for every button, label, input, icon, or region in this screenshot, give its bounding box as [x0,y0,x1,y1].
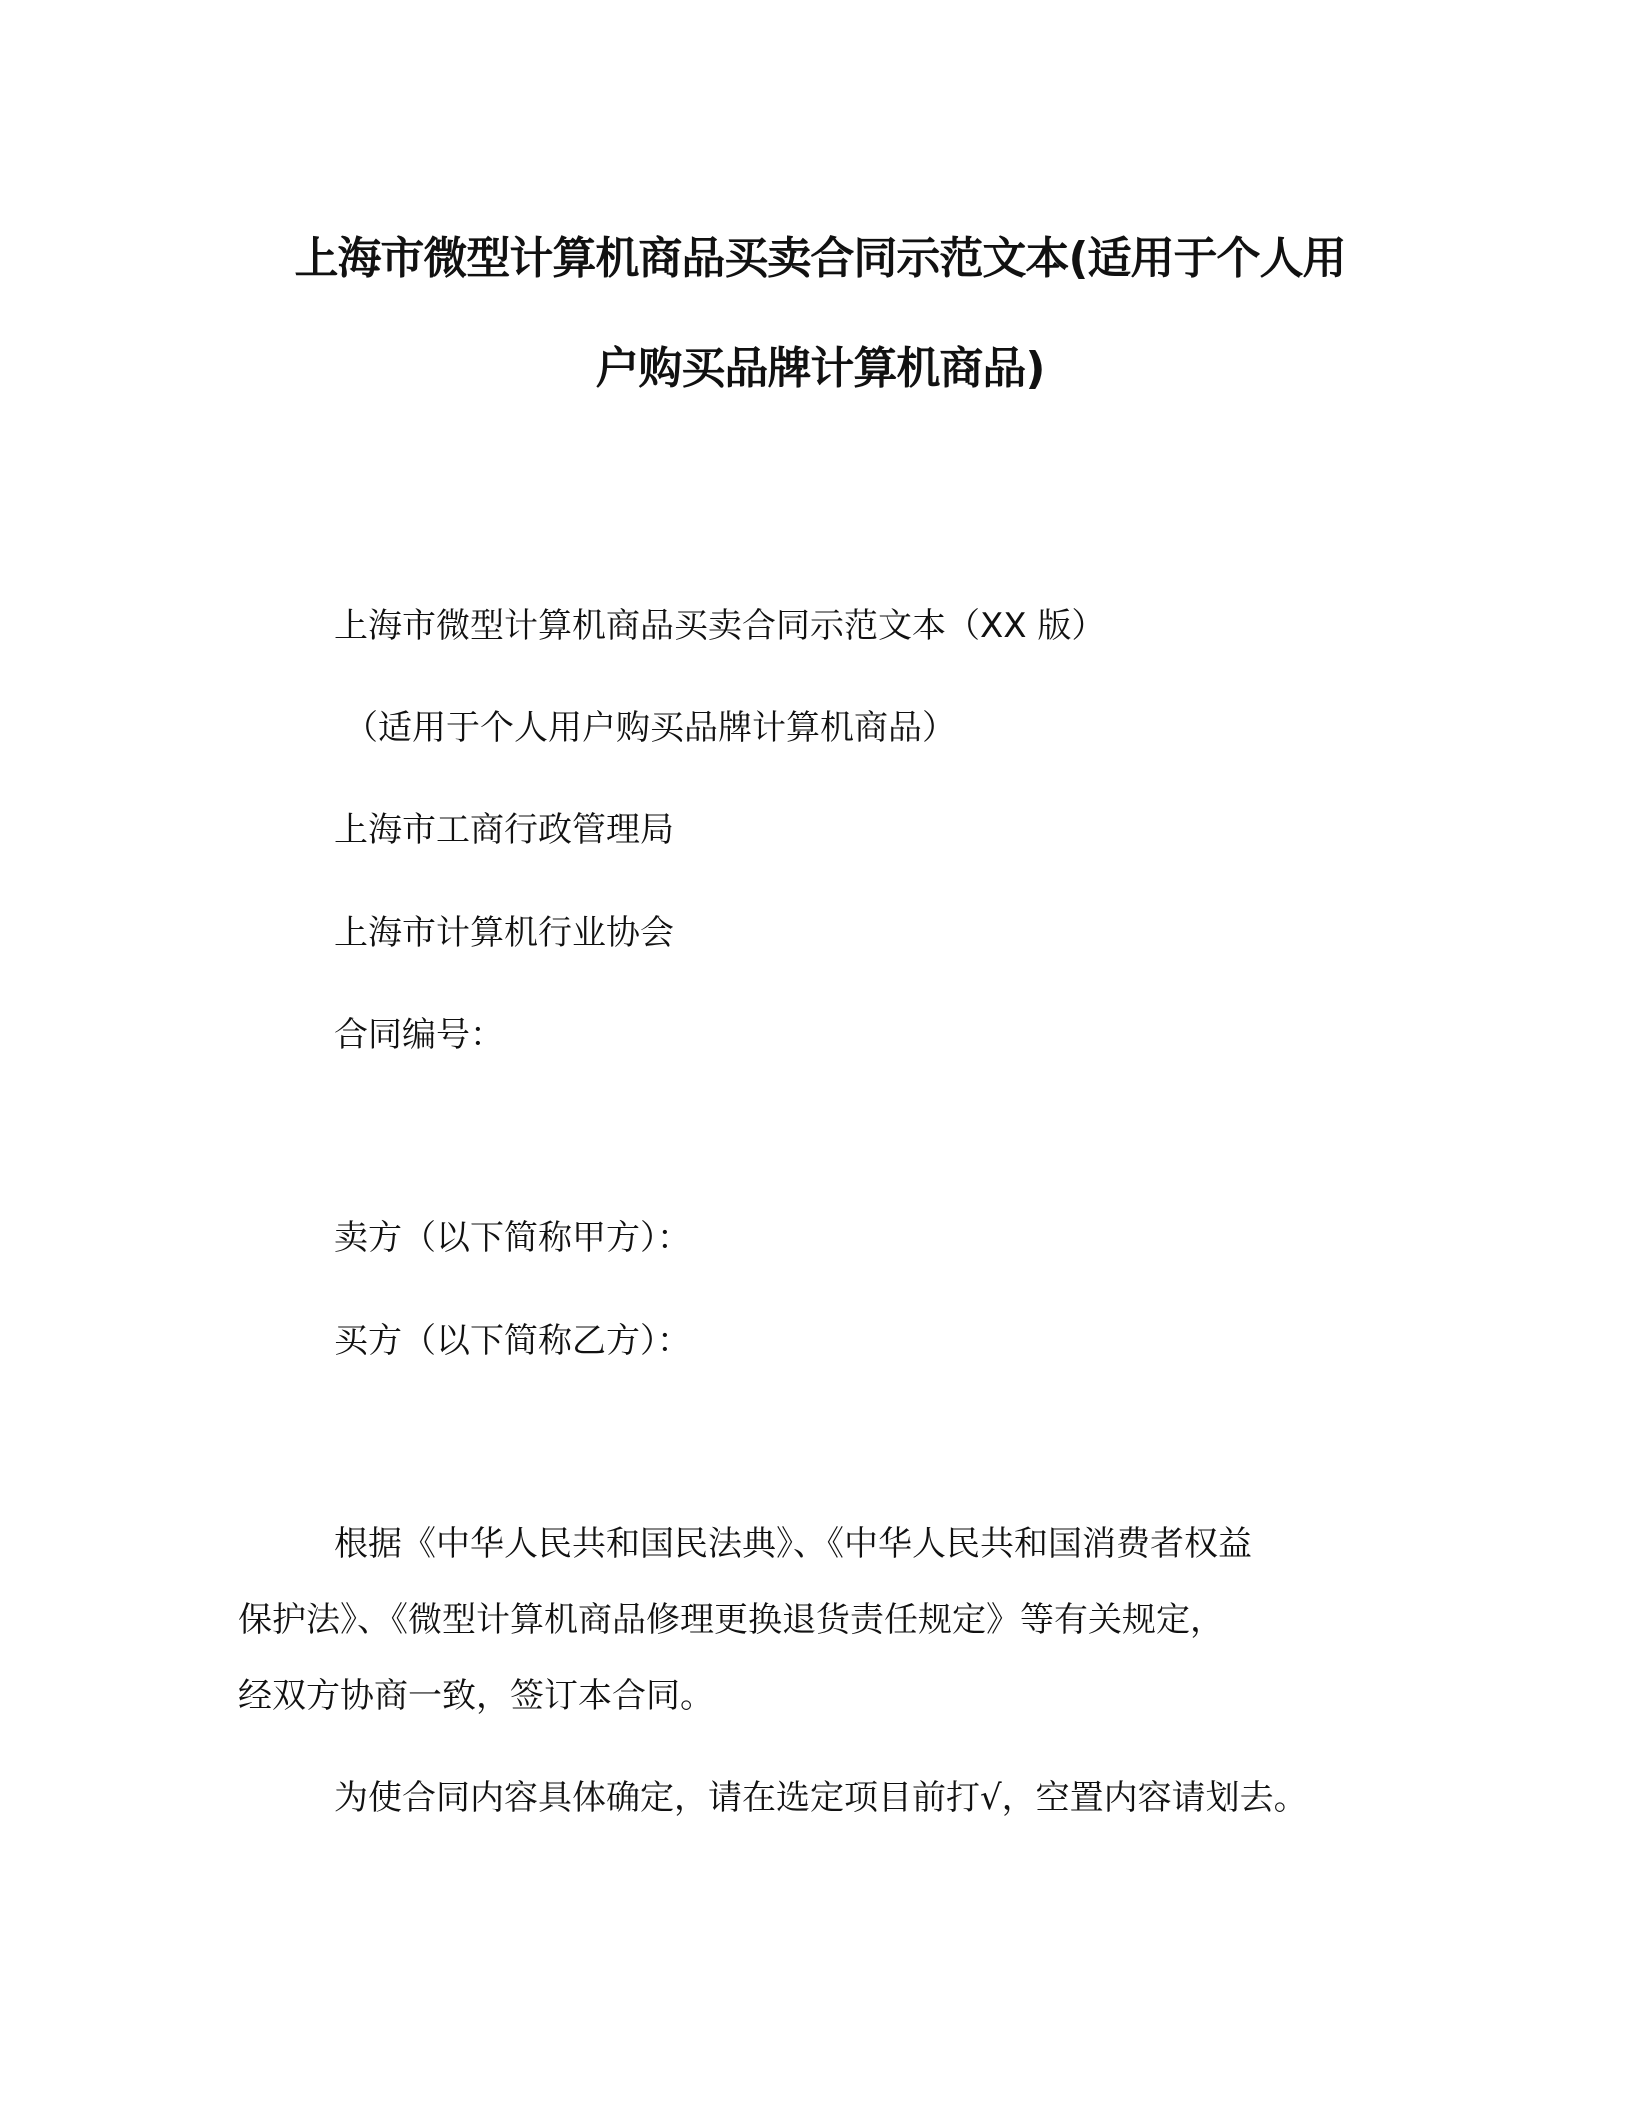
basis-line-1: 根据《中华人民共和国民法典》、《中华人民共和国消费者权益 [334,1524,1252,1564]
contract-number-label: 合同编号： [334,1015,504,1055]
issuer-1: 上海市工商行政管理局 [334,810,674,850]
instruction-text: 为使合同内容具体确定，请在选定项目前打√，空置内容请划去。 [334,1778,1308,1818]
document-title-line2: 户购买品牌计算机商品) [595,343,1045,394]
basis-line-2: 保护法》、《微型计算机商品修理更换退货责任规定》等有关规定， [238,1600,1224,1640]
basis-line-3: 经双方协商一致，签订本合同。 [238,1676,714,1716]
document-title-line1: 上海市微型计算机商品买卖合同示范文本(适用于个人用 [294,233,1346,284]
issuer-2: 上海市计算机行业协会 [334,913,674,953]
subtitle: 上海市微型计算机商品买卖合同示范文本（XX 版） [334,606,1106,646]
buyer-label: 买方（以下简称乙方）： [334,1321,691,1361]
seller-label: 卖方（以下简称甲方）： [334,1218,691,1258]
scope-note: （适用于个人用户购买品牌计算机商品） [344,708,956,748]
